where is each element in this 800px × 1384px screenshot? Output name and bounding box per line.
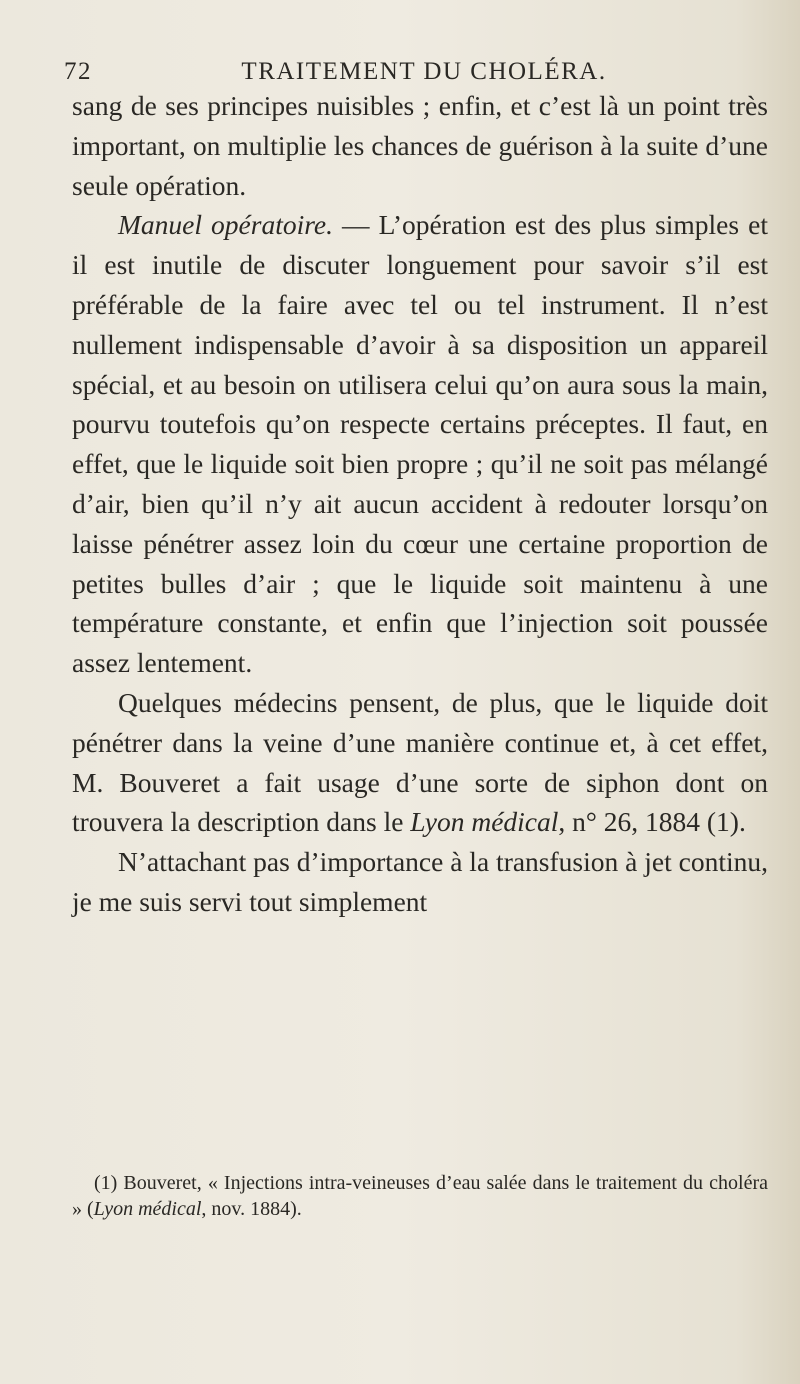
page-number: 72 (64, 58, 92, 85)
section-lead: Manuel opératoire. (118, 209, 333, 241)
footnote-journal-title: Lyon médical (93, 1198, 202, 1220)
footnote (72, 1170, 768, 1222)
footnote-text-a: (1) Bouveret, « Injections intra-veineuses d’eau salée dans le traitement du choléra » ( (72, 1172, 768, 1220)
paragraph-4: N’attachant pas d’importance à la transfusion à jet continu, je me suis servi tout simplement (72, 846, 768, 917)
paragraph-2 (72, 205, 768, 683)
paragraph-3-text-b: , n° 26, 1884 (1). (558, 806, 746, 838)
footnote-1 (72, 1170, 768, 1222)
body-text (72, 86, 768, 922)
paragraph-1: sang de ses principes nuisibles ; enfin, et c’est là un point très important, on multiplie les chances de guérison à la suite d’une seule opération. (72, 90, 768, 201)
paragraph-3-text-a: Quelques médecins pensent, de plus, que le liquide doit pénétrer dans la veine d’une manière continue et, à cet effet, M. Bouveret a fait usage d’une sorte de siphon dont on trouvera la description dans le (72, 686, 768, 838)
footnote-text-b: , nov. 1884). (201, 1198, 302, 1220)
running-title: TRAITEMENT DU CHOLÉRA. (241, 58, 607, 85)
paragraph-3 (72, 683, 768, 842)
paragraph-2-text: — L’opération est des plus simples et il est inutile de discuter longuement pour savoir s’il est préférable de la faire avec tel ou tel instrument. Il n’est nullement indispensable d’avoir à sa disposition un appareil spécial, et au besoin on utilisera celui qu’on aura sous la main, pourvu toutefois qu’on respecte certains préceptes. Il faut, en effet, que le liquide soit bien propre ; qu’il ne soit pas mélangé d’air, bien qu’il n’y ait aucun accident à redouter lorsqu’on laisse pénétrer assez loin du cœur une certaine proportion de petites bulles d’air ; que le liquide soit maintenu à une température constante, et enfin que l’injection soit poussée assez lentement. (72, 209, 768, 679)
journal-title: Lyon médical (410, 806, 559, 838)
